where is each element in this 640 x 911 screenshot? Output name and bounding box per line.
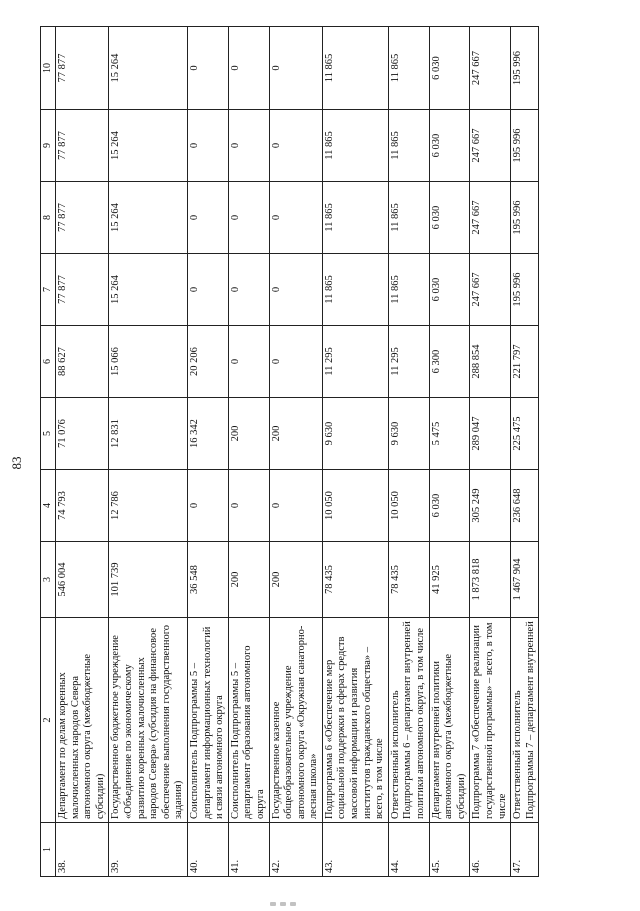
value-cell: 200 — [269, 542, 322, 618]
value-cell: 0 — [187, 254, 228, 326]
row-description-cell: Подпрограмма 6 «Обеспечение мер социальной поддержки в сферах средств массовой информации и развития институтов гражданского общества» – всего, в том числе — [322, 618, 388, 823]
table-row — [388, 27, 429, 877]
value-cell: 11 865 — [388, 182, 429, 254]
column-header: 5 — [41, 398, 56, 470]
row-number-cell: 44. — [388, 823, 429, 877]
row-number-cell: 40. — [187, 823, 228, 877]
value-cell: 195 996 — [511, 182, 539, 254]
page-number: 83 — [9, 456, 24, 470]
value-cell: 9 630 — [388, 398, 429, 470]
row-description-cell: Ответственный исполнитель Подпрограммы 7 – департамент внутренней — [511, 618, 539, 823]
row-description-cell: Департамент внутренней политики автономного округа (межбюджетные субсидии) — [429, 618, 470, 823]
value-cell: 77 877 — [56, 110, 109, 182]
table-header — [41, 27, 56, 877]
value-cell: 195 996 — [511, 254, 539, 326]
header-row — [41, 27, 56, 877]
value-cell: 225 475 — [511, 398, 539, 470]
column-header: 1 — [41, 823, 56, 877]
value-cell: 11 865 — [322, 27, 388, 110]
value-cell: 236 648 — [511, 470, 539, 542]
value-cell: 11 865 — [322, 110, 388, 182]
value-cell: 6 030 — [429, 254, 470, 326]
value-cell: 6 030 — [429, 470, 470, 542]
value-cell: 77 877 — [56, 254, 109, 326]
value-cell: 0 — [187, 27, 228, 110]
row-number-cell: 45. — [429, 823, 470, 877]
value-cell: 74 793 — [56, 470, 109, 542]
row-number-cell: 46. — [470, 823, 511, 877]
value-cell: 288 854 — [470, 326, 511, 398]
value-cell: 0 — [269, 110, 322, 182]
value-cell: 6 300 — [429, 326, 470, 398]
table-row — [187, 27, 228, 877]
value-cell: 11 865 — [388, 254, 429, 326]
value-cell: 0 — [228, 27, 269, 110]
value-cell: 11 865 — [322, 182, 388, 254]
row-description-cell: Государственное бюджетное учреждение «Объединение по экономическому развитию коренных малочисленных народов Севера» (субсидия на финансовое обеспечение выполнения государственного задания) — [109, 618, 188, 823]
value-cell: 77 877 — [56, 182, 109, 254]
value-cell: 546 004 — [56, 542, 109, 618]
value-cell: 0 — [228, 326, 269, 398]
row-number-cell: 47. — [511, 823, 539, 877]
column-header: 6 — [41, 326, 56, 398]
value-cell: 247 667 — [470, 27, 511, 110]
value-cell: 78 435 — [388, 542, 429, 618]
table-row — [511, 27, 539, 877]
value-cell: 0 — [228, 110, 269, 182]
value-cell: 0 — [228, 470, 269, 542]
value-cell: 6 030 — [429, 27, 470, 110]
column-header: 8 — [41, 182, 56, 254]
table-row — [322, 27, 388, 877]
value-cell: 77 877 — [56, 27, 109, 110]
row-description-cell: Государственное казенное общеобразовательное учреждение автономного округа «Окружная санаторно-лесная школа» — [269, 618, 322, 823]
value-cell: 0 — [269, 182, 322, 254]
value-cell: 88 627 — [56, 326, 109, 398]
row-description-cell: Соисполнитель Подпрограммы 5 – департамент информационных технологий и связи автономного округа — [187, 618, 228, 823]
column-header: 9 — [41, 110, 56, 182]
row-number-cell: 38. — [56, 823, 109, 877]
value-cell: 11 865 — [388, 110, 429, 182]
value-cell: 289 047 — [470, 398, 511, 470]
value-cell: 20 206 — [187, 326, 228, 398]
value-cell: 200 — [228, 398, 269, 470]
table-row — [470, 27, 511, 877]
value-cell: 0 — [269, 27, 322, 110]
table-row — [56, 27, 109, 877]
value-cell: 41 925 — [429, 542, 470, 618]
table-row — [109, 27, 188, 877]
value-cell: 247 667 — [470, 110, 511, 182]
value-cell: 5 475 — [429, 398, 470, 470]
value-cell: 15 264 — [109, 27, 188, 110]
value-cell: 71 076 — [56, 398, 109, 470]
budget-table — [40, 26, 539, 877]
value-cell: 221 797 — [511, 326, 539, 398]
column-header: 2 — [41, 618, 56, 823]
value-cell: 11 295 — [322, 326, 388, 398]
value-cell: 10 050 — [322, 470, 388, 542]
value-cell: 200 — [269, 398, 322, 470]
table-row — [429, 27, 470, 877]
value-cell: 0 — [187, 470, 228, 542]
table-row — [269, 27, 322, 877]
row-description-cell: Соисполнитель Подпрограммы 5 – департамент образования автономного округа — [228, 618, 269, 823]
row-number-cell: 39. — [109, 823, 188, 877]
value-cell: 0 — [269, 470, 322, 542]
value-cell: 15 264 — [109, 110, 188, 182]
value-cell: 195 996 — [511, 27, 539, 110]
value-cell: 247 667 — [470, 182, 511, 254]
value-cell: 15 066 — [109, 326, 188, 398]
table-row — [228, 27, 269, 877]
value-cell: 101 739 — [109, 542, 188, 618]
value-cell: 15 264 — [109, 182, 188, 254]
value-cell: 11 295 — [388, 326, 429, 398]
rotated-table-sheet — [40, 27, 600, 877]
value-cell: 15 264 — [109, 254, 188, 326]
value-cell: 12 786 — [109, 470, 188, 542]
table-body — [56, 27, 539, 877]
row-description-cell: Ответственный исполнитель Подпрограммы 6 – департамент внутренней политики автономного округа, в том числе — [388, 618, 429, 823]
value-cell: 11 865 — [322, 254, 388, 326]
value-cell: 247 667 — [470, 254, 511, 326]
value-cell: 0 — [269, 326, 322, 398]
value-cell: 0 — [228, 254, 269, 326]
value-cell: 0 — [269, 254, 322, 326]
row-description-cell: Департамент по делам коренных малочисленных народов Севера автономного округа (межбюджетные субсидии) — [56, 618, 109, 823]
value-cell: 1 467 904 — [511, 542, 539, 618]
value-cell: 1 873 818 — [470, 542, 511, 618]
column-header: 3 — [41, 542, 56, 618]
value-cell: 78 435 — [322, 542, 388, 618]
column-header: 7 — [41, 254, 56, 326]
value-cell: 0 — [187, 182, 228, 254]
row-number-cell: 41. — [228, 823, 269, 877]
row-description-cell: Подпрограмма 7 «Обеспечение реализации государственной программы» – всего, в том числе — [470, 618, 511, 823]
row-number-cell: 42. — [269, 823, 322, 877]
value-cell: 36 548 — [187, 542, 228, 618]
value-cell: 6 030 — [429, 182, 470, 254]
value-cell: 16 342 — [187, 398, 228, 470]
column-header: 4 — [41, 470, 56, 542]
column-header: 10 — [41, 27, 56, 110]
value-cell: 0 — [228, 182, 269, 254]
row-number-cell: 43. — [322, 823, 388, 877]
value-cell: 11 865 — [388, 27, 429, 110]
value-cell: 0 — [187, 110, 228, 182]
scan-smudge — [270, 893, 310, 899]
value-cell: 9 630 — [322, 398, 388, 470]
value-cell: 305 249 — [470, 470, 511, 542]
value-cell: 200 — [228, 542, 269, 618]
value-cell: 10 050 — [388, 470, 429, 542]
value-cell: 195 996 — [511, 110, 539, 182]
value-cell: 6 030 — [429, 110, 470, 182]
value-cell: 12 831 — [109, 398, 188, 470]
